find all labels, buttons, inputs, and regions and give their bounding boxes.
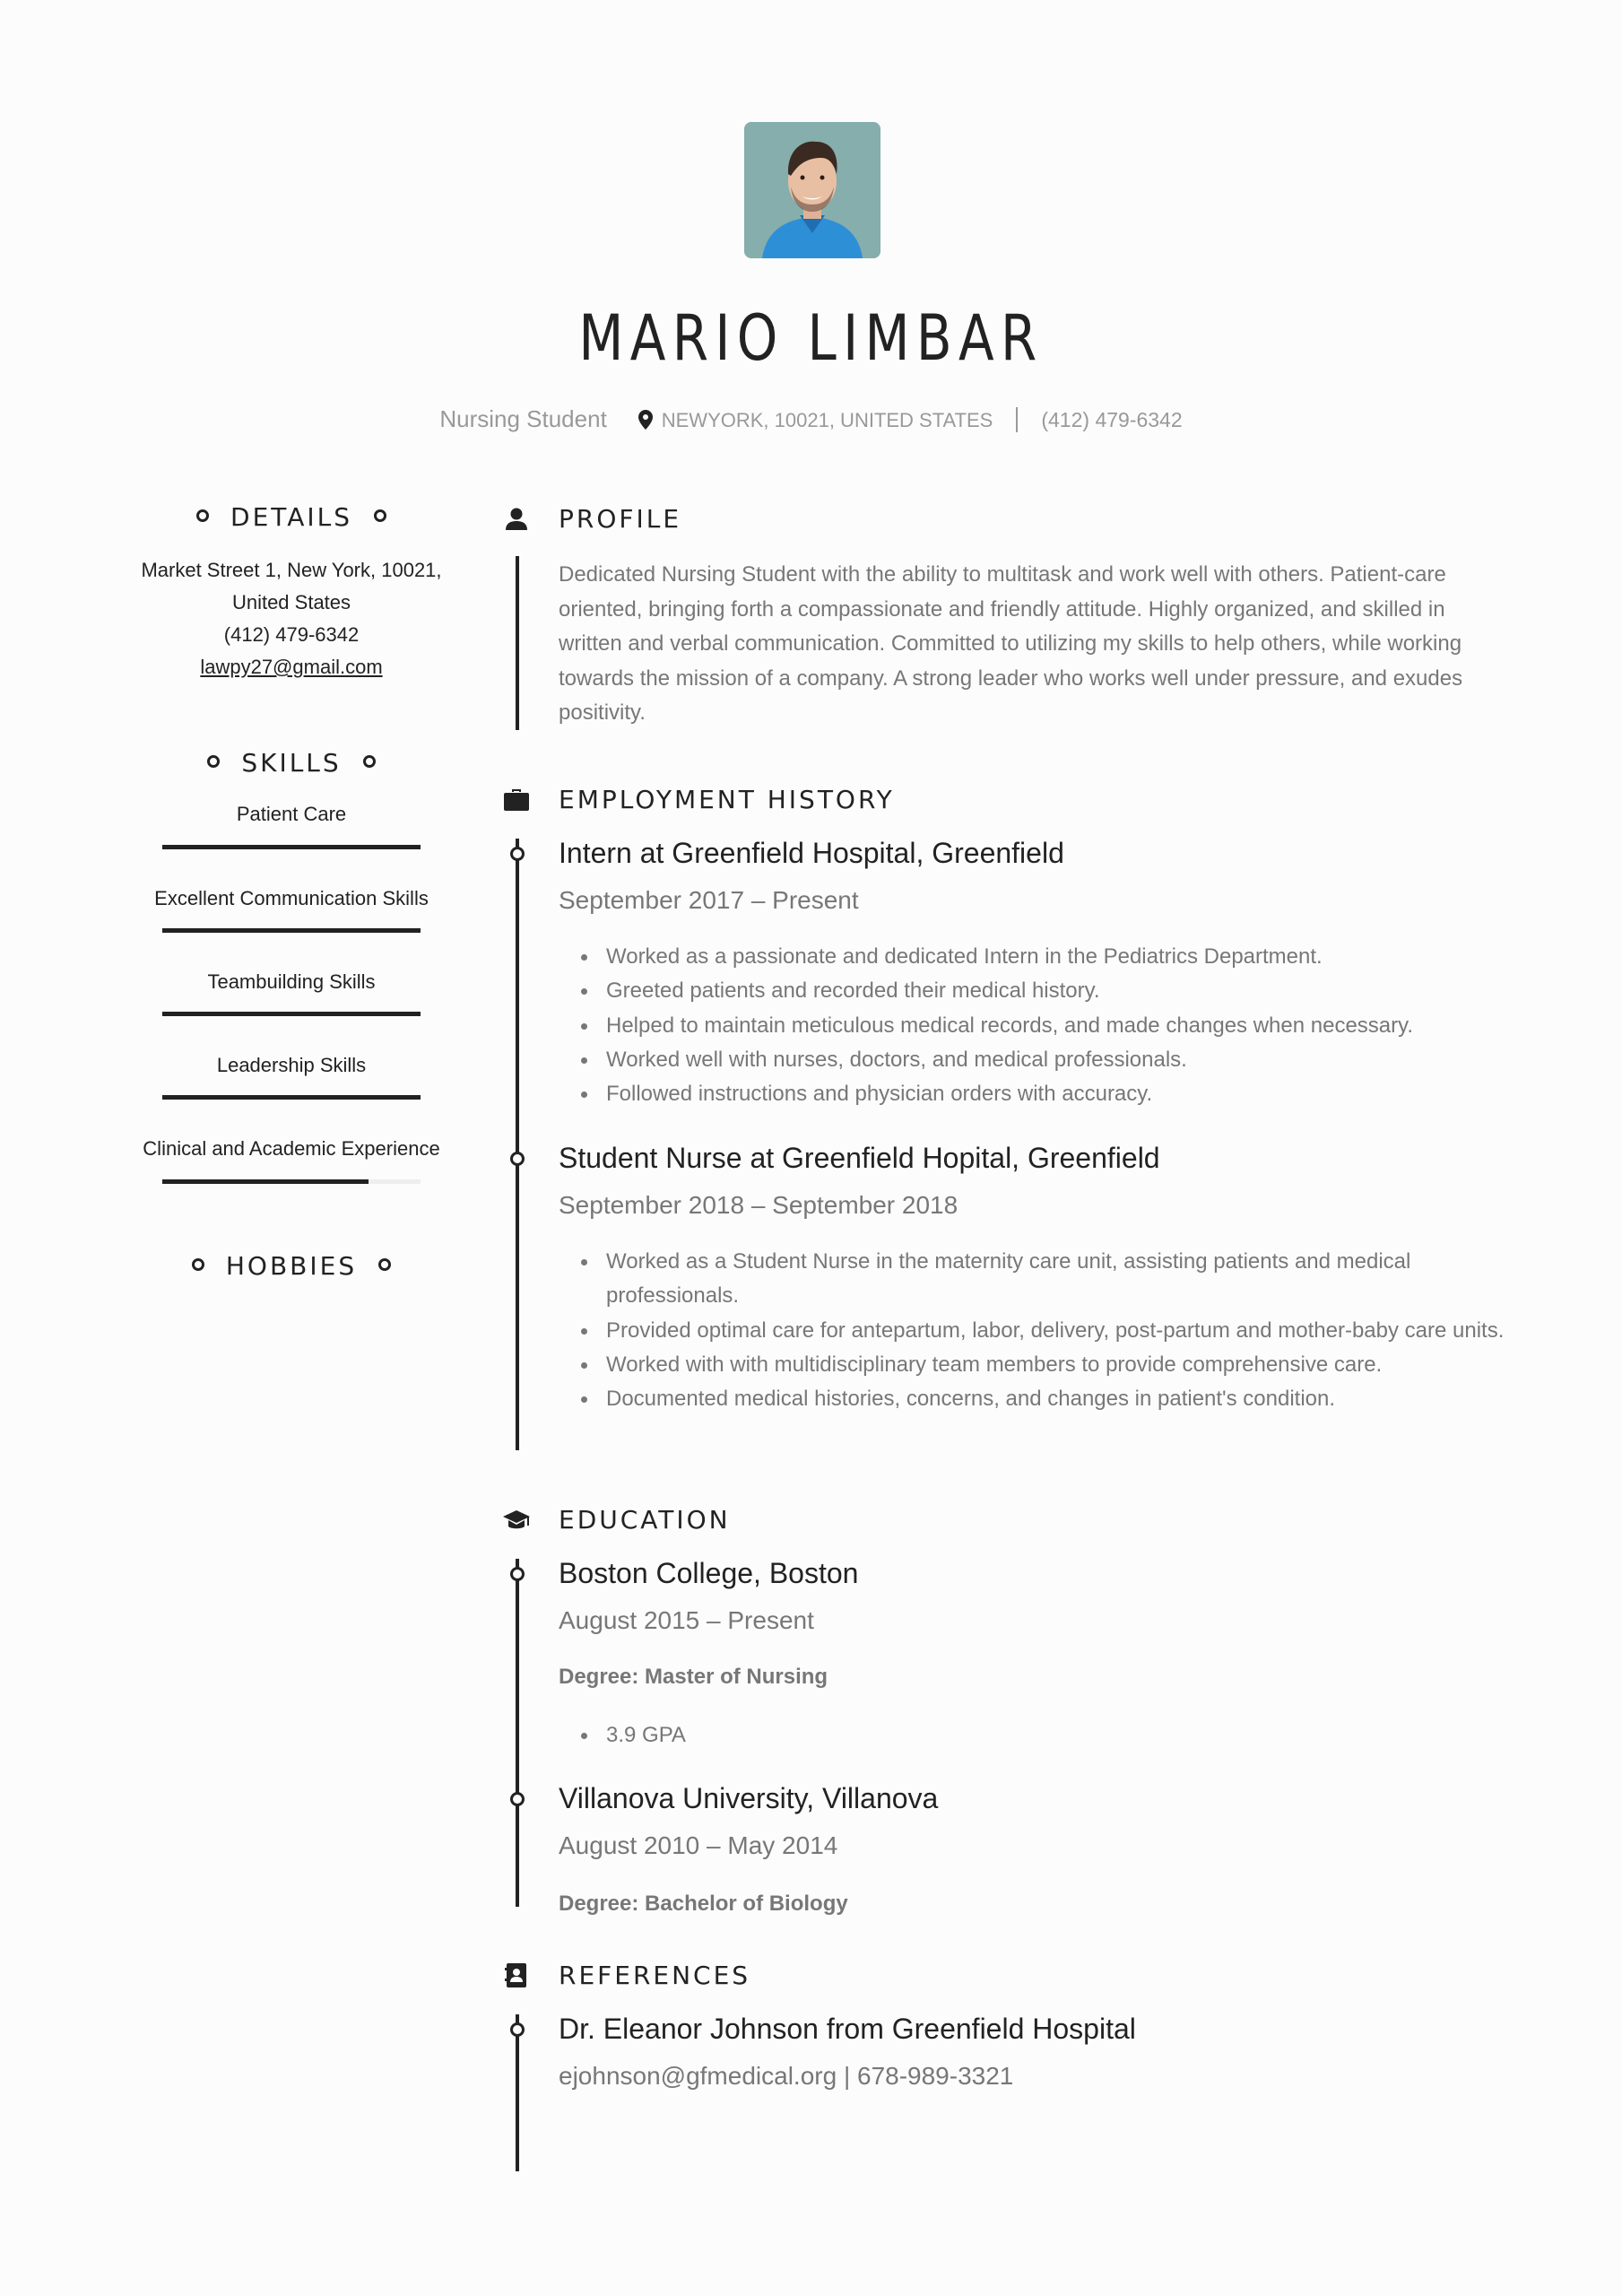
school-dates: August 2010 – May 2014: [559, 1831, 838, 1859]
job-bullets: [559, 940, 1509, 1111]
list-item: 3.9 GPA: [559, 1718, 1509, 1752]
timeline-line: [516, 1559, 519, 1907]
skill-bar: [162, 1012, 421, 1016]
hobbies-heading: HOBBIES: [134, 1251, 448, 1281]
school-dates: August 2015 – Present: [559, 1606, 814, 1634]
header-divider: [1016, 407, 1018, 432]
ring-icon: [207, 755, 220, 768]
skill-bar: [162, 1095, 421, 1100]
graduation-cap-icon: [502, 1506, 531, 1535]
location-pin-icon: [638, 410, 653, 436]
timeline-line: [516, 839, 519, 1450]
skills-heading: SKILLS: [134, 748, 448, 778]
profile-heading: PROFILE: [559, 504, 682, 534]
list-item: Helped to maintain meticulous medical records, and made changes when necessary.: [559, 1009, 1509, 1043]
school-heading: Boston College, Boston: [559, 1557, 859, 1589]
header-phone: (412) 479-6342: [1041, 408, 1183, 431]
timeline-dot: [510, 1792, 525, 1806]
header-location: NEWYORK, 10021, UNITED STATES: [661, 409, 993, 431]
list-item: Worked as a Student Nurse in the maternity care unit, assisting patients and medical professionals.: [559, 1245, 1509, 1314]
employment-heading: EMPLOYMENT HISTORY: [559, 785, 895, 814]
header-subline: [0, 405, 1622, 436]
job-dates: September 2017 – Present: [559, 886, 859, 914]
skill-bar: [162, 928, 421, 933]
timeline-line: [516, 2014, 519, 2171]
degree-label: Degree: Master of Nursing: [559, 1665, 828, 1689]
ring-icon: [374, 509, 386, 522]
job-heading: Student Nurse at Greenfield Hopital, Greenfield: [559, 1142, 1160, 1174]
reference-contact: ejohnson@gfmedical.org | 678-989-3321: [559, 2062, 1014, 2090]
ring-icon: [363, 755, 376, 768]
timeline-line: [516, 556, 519, 730]
skill-label: Patient Care: [236, 803, 347, 825]
skill-label: Leadership Skills: [216, 1054, 367, 1076]
skill-label: Teambuilding Skills: [207, 970, 376, 993]
job-heading: Intern at Greenfield Hospital, Greenfield: [559, 837, 1064, 869]
briefcase-icon: [502, 786, 531, 814]
timeline-dot: [510, 847, 525, 861]
details-block: [134, 554, 448, 683]
address-line: Market Street 1, New York, 10021,: [141, 559, 442, 581]
degree-label: Degree: Bachelor of Biology: [559, 1892, 848, 1916]
ring-icon: [378, 1258, 391, 1271]
profile-photo: [744, 122, 880, 258]
job-bullets: [559, 1245, 1509, 1416]
person-icon: [502, 505, 531, 534]
skill-bar-fill: [162, 1012, 421, 1016]
skill-bar-fill: [162, 845, 421, 849]
list-item: Followed instructions and physician orders with accuracy.: [559, 1077, 1509, 1111]
job-dates: September 2018 – September 2018: [559, 1191, 958, 1219]
skill-bar: [162, 1179, 421, 1184]
ring-icon: [196, 509, 209, 522]
list-item: Worked well with nurses, doctors, and medical professionals.: [559, 1043, 1509, 1077]
reference-name: Dr. Eleanor Johnson from Greenfield Hospital: [559, 2013, 1136, 2045]
skill-label: Excellent Communication Skills: [154, 887, 429, 909]
skill-bar-fill: [162, 928, 421, 933]
school-heading: Villanova University, Villanova: [559, 1782, 939, 1814]
timeline-dot: [510, 1152, 525, 1166]
skill-bar-fill: [162, 1179, 369, 1184]
school-bullets: [559, 1718, 1509, 1752]
list-item: Provided optimal care for antepartum, labor, delivery, post-partum and mother-baby care units.: [559, 1314, 1509, 1348]
list-item: Worked as a passionate and dedicated Intern in the Pediatrics Department.: [559, 940, 1509, 974]
job-title: Nursing Student: [439, 405, 607, 432]
list-item: Greeted patients and recorded their medical history.: [559, 974, 1509, 1008]
timeline-dot: [510, 2022, 525, 2037]
skill-bar: [162, 845, 421, 849]
timeline-dot: [510, 1567, 525, 1581]
candidate-name: MARIO LIMBAR: [578, 301, 1044, 375]
list-item: Documented medical histories, concerns, and changes in patient's condition.: [559, 1382, 1509, 1416]
ring-icon: [192, 1258, 204, 1271]
references-heading: REFERENCES: [559, 1961, 751, 1990]
details-heading: DETAILS: [134, 502, 448, 532]
email-link[interactable]: lawpy27@gmail.com: [200, 656, 383, 678]
address-line: United States: [231, 591, 351, 613]
skill-label: Clinical and Academic Experience: [143, 1137, 440, 1160]
profile-text: Dedicated Nursing Student with the ability to multitask and work well with others. Patient-care oriented, bringing forth a compassionate and friendly attitude. Highly organized, and skilled in written and verbal communication. Committed to utilizing my skills to help others, while working towards the mission of a company. A strong leader who works well under pressure, and exudes positivity.: [559, 562, 1463, 725]
education-heading: EDUCATION: [559, 1505, 731, 1535]
details-phone: (412) 479-6342: [223, 623, 360, 646]
contact-card-icon: [502, 1961, 531, 1989]
list-item: Worked with with multidisciplinary team members to provide comprehensive care.: [559, 1348, 1509, 1382]
skill-bar-fill: [162, 1095, 421, 1100]
